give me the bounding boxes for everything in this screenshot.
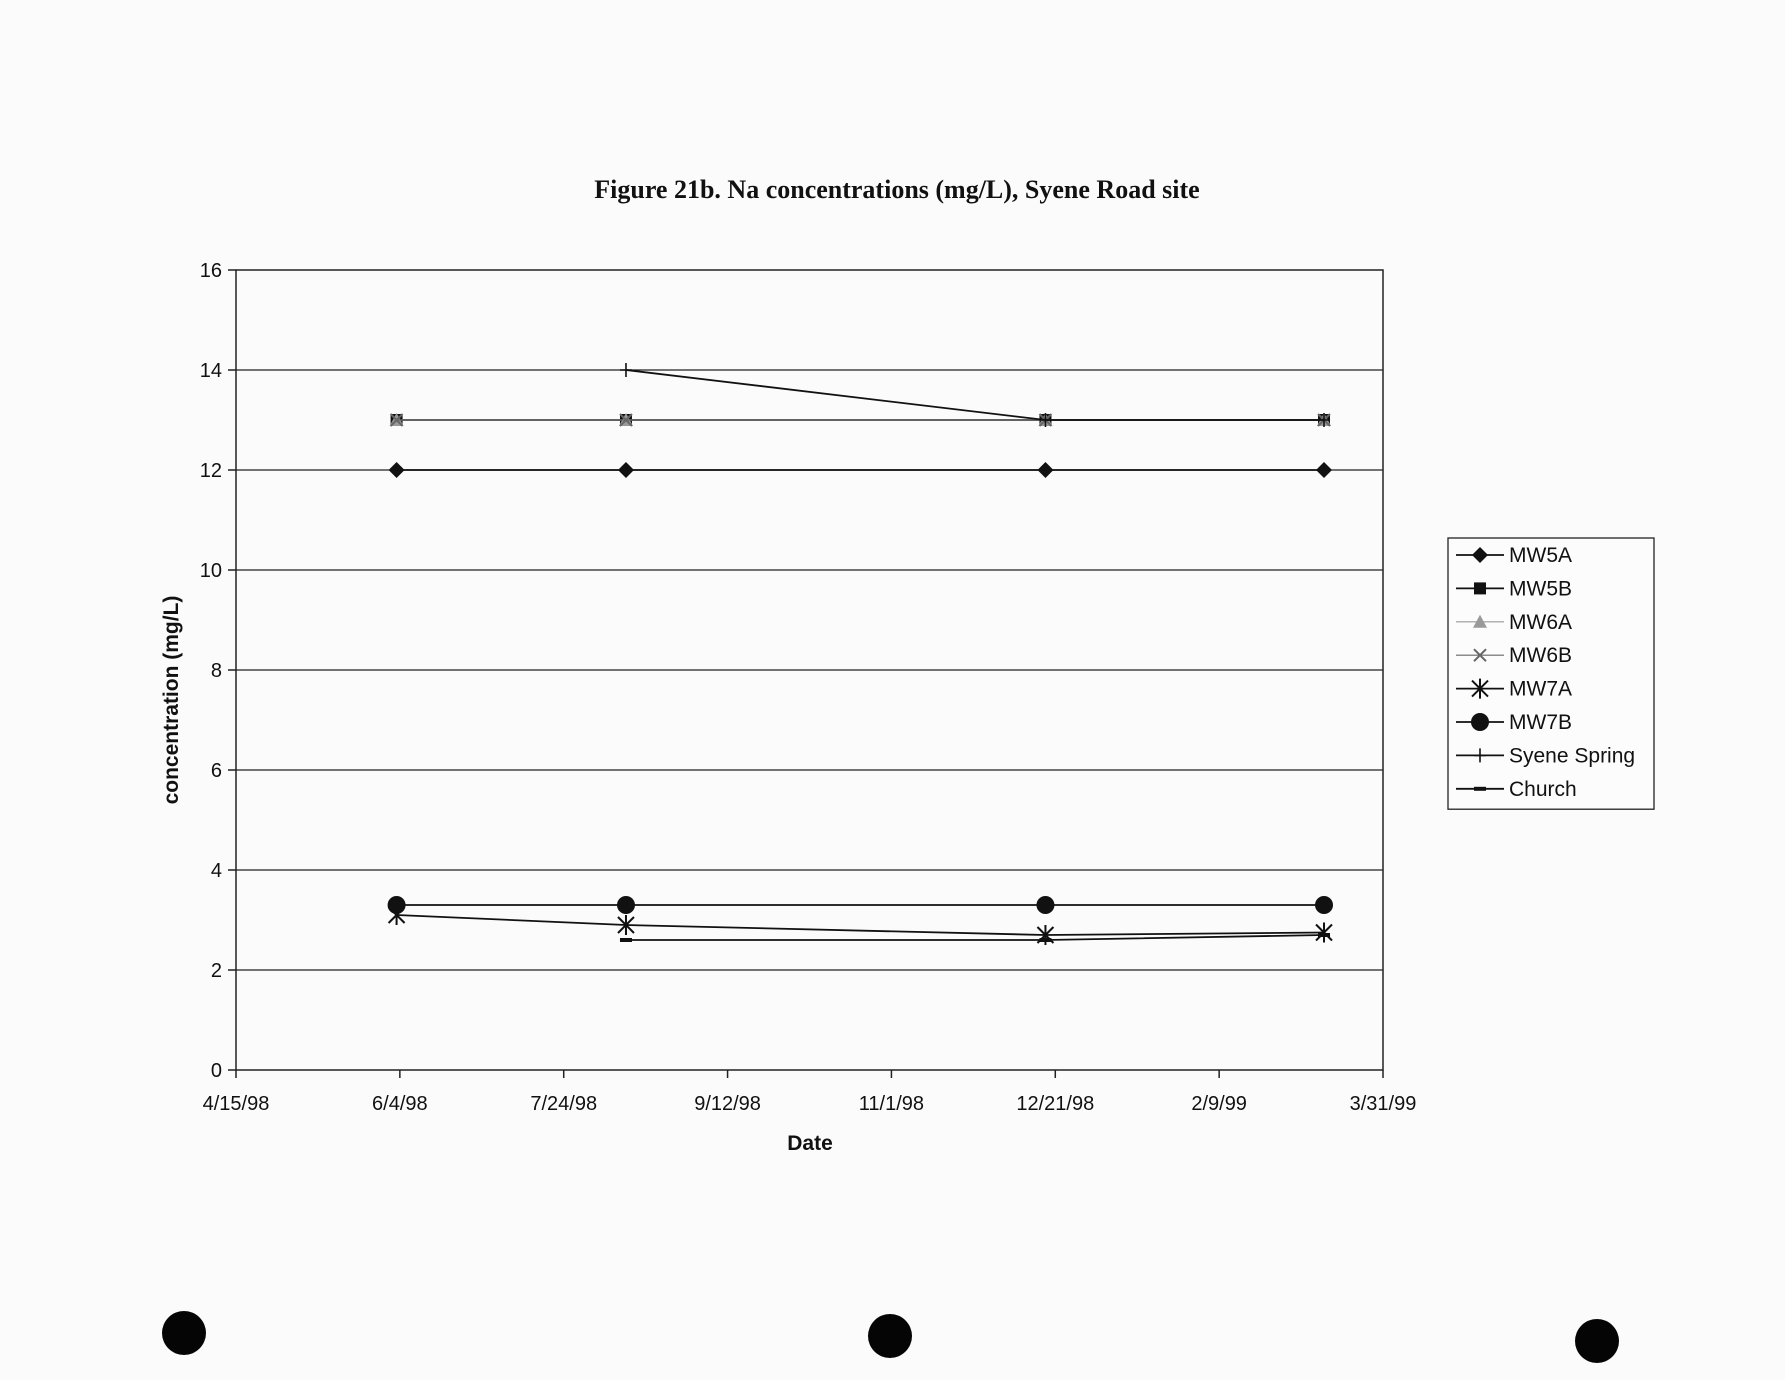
- point-mw5a-2: [1037, 462, 1053, 478]
- y-tick-label-10: 10: [199, 560, 222, 582]
- legend-label-church: Church: [1509, 777, 1577, 801]
- legend-label-mw7a: MW7A: [1509, 677, 1572, 701]
- y-tick-label-2: 2: [210, 960, 222, 982]
- binder-hole-center: [868, 1314, 912, 1358]
- x-tick-label-6: 2/9/99: [1191, 1093, 1247, 1115]
- chart-title: Figure 21b. Na concentrations (mg/L), Syene Road site: [594, 175, 1200, 204]
- point-mw5a-3-shape: [1316, 462, 1332, 478]
- x-tick-label-2: 7/24/98: [530, 1093, 598, 1115]
- legend-label-mw6b: MW6B: [1509, 644, 1572, 668]
- point-syene-spring-0-shape: [620, 363, 632, 377]
- x-tick-label-0: 4/15/98: [202, 1093, 270, 1115]
- y-axis-label: concentration (mg/L): [160, 595, 183, 805]
- x-tick-label-1: 6/4/98: [372, 1093, 428, 1115]
- point-church-0-shape: [620, 938, 632, 942]
- legend-label-mw6a: MW6A: [1509, 610, 1572, 634]
- point-mw7b-3: [1315, 896, 1333, 914]
- y-tick-label-14: 14: [199, 360, 222, 382]
- y-tick-label-16: 16: [199, 260, 222, 282]
- point-church-0: [620, 938, 632, 942]
- point-church-1-shape: [1039, 938, 1051, 942]
- point-mw7b-0-shape: [388, 896, 406, 914]
- x-tick-label-5: 12/21/98: [1016, 1093, 1095, 1115]
- legend-label-mw5a: MW5A: [1509, 544, 1572, 567]
- binder-hole-right: [1575, 1319, 1619, 1363]
- point-church-2-shape: [1318, 933, 1330, 937]
- plot-area: [200, 260, 1417, 1115]
- legend-label-syene-spring: Syene Spring: [1509, 744, 1636, 768]
- series-line-syene-spring: [626, 370, 1324, 420]
- legend-marker-mw7b-shape: [1471, 713, 1489, 731]
- point-mw7b-1: [617, 896, 635, 914]
- point-mw7b-2-shape: [1036, 896, 1054, 914]
- point-mw5a-0: [389, 462, 405, 478]
- legend-marker-mw7b: [1471, 713, 1489, 731]
- point-mw5a-2-shape: [1037, 462, 1053, 478]
- point-mw7b-2: [1036, 896, 1054, 914]
- legend-marker-church-shape: [1474, 787, 1486, 791]
- legend-marker-mw5b-shape: [1474, 582, 1486, 594]
- point-mw5a-3: [1316, 462, 1332, 478]
- series-line-church: [626, 935, 1324, 940]
- legend-marker-church: [1474, 787, 1486, 791]
- series-line-mw7a: [397, 915, 1324, 935]
- binder-hole-left: [162, 1311, 206, 1355]
- point-mw5a-0-shape: [389, 462, 405, 478]
- y-tick-label-12: 12: [199, 460, 222, 482]
- point-mw5a-1: [618, 462, 634, 478]
- point-mw7b-3-shape: [1315, 896, 1333, 914]
- point-mw7b-0: [388, 896, 406, 914]
- point-church-1: [1039, 938, 1051, 942]
- legend-marker-mw5b: [1474, 582, 1486, 594]
- y-tick-label-0: 0: [210, 1060, 222, 1082]
- x-tick-label-7: 3/31/99: [1349, 1093, 1417, 1115]
- x-tick-label-3: 9/12/98: [694, 1093, 761, 1115]
- y-tick-label-6: 6: [210, 760, 222, 782]
- y-tick-label-4: 4: [210, 860, 222, 882]
- legend: [1448, 538, 1654, 809]
- legend-label-mw7b: MW7B: [1509, 711, 1572, 734]
- point-mw5a-1-shape: [618, 462, 634, 478]
- point-church-2: [1318, 933, 1330, 937]
- point-syene-spring-0: [620, 363, 632, 377]
- y-tick-label-8: 8: [210, 660, 222, 682]
- point-mw7b-1-shape: [617, 896, 635, 914]
- x-axis-label: Date: [787, 1132, 833, 1155]
- legend-label-mw5b: MW5B: [1509, 577, 1572, 601]
- x-tick-label-4: 11/1/98: [858, 1093, 925, 1115]
